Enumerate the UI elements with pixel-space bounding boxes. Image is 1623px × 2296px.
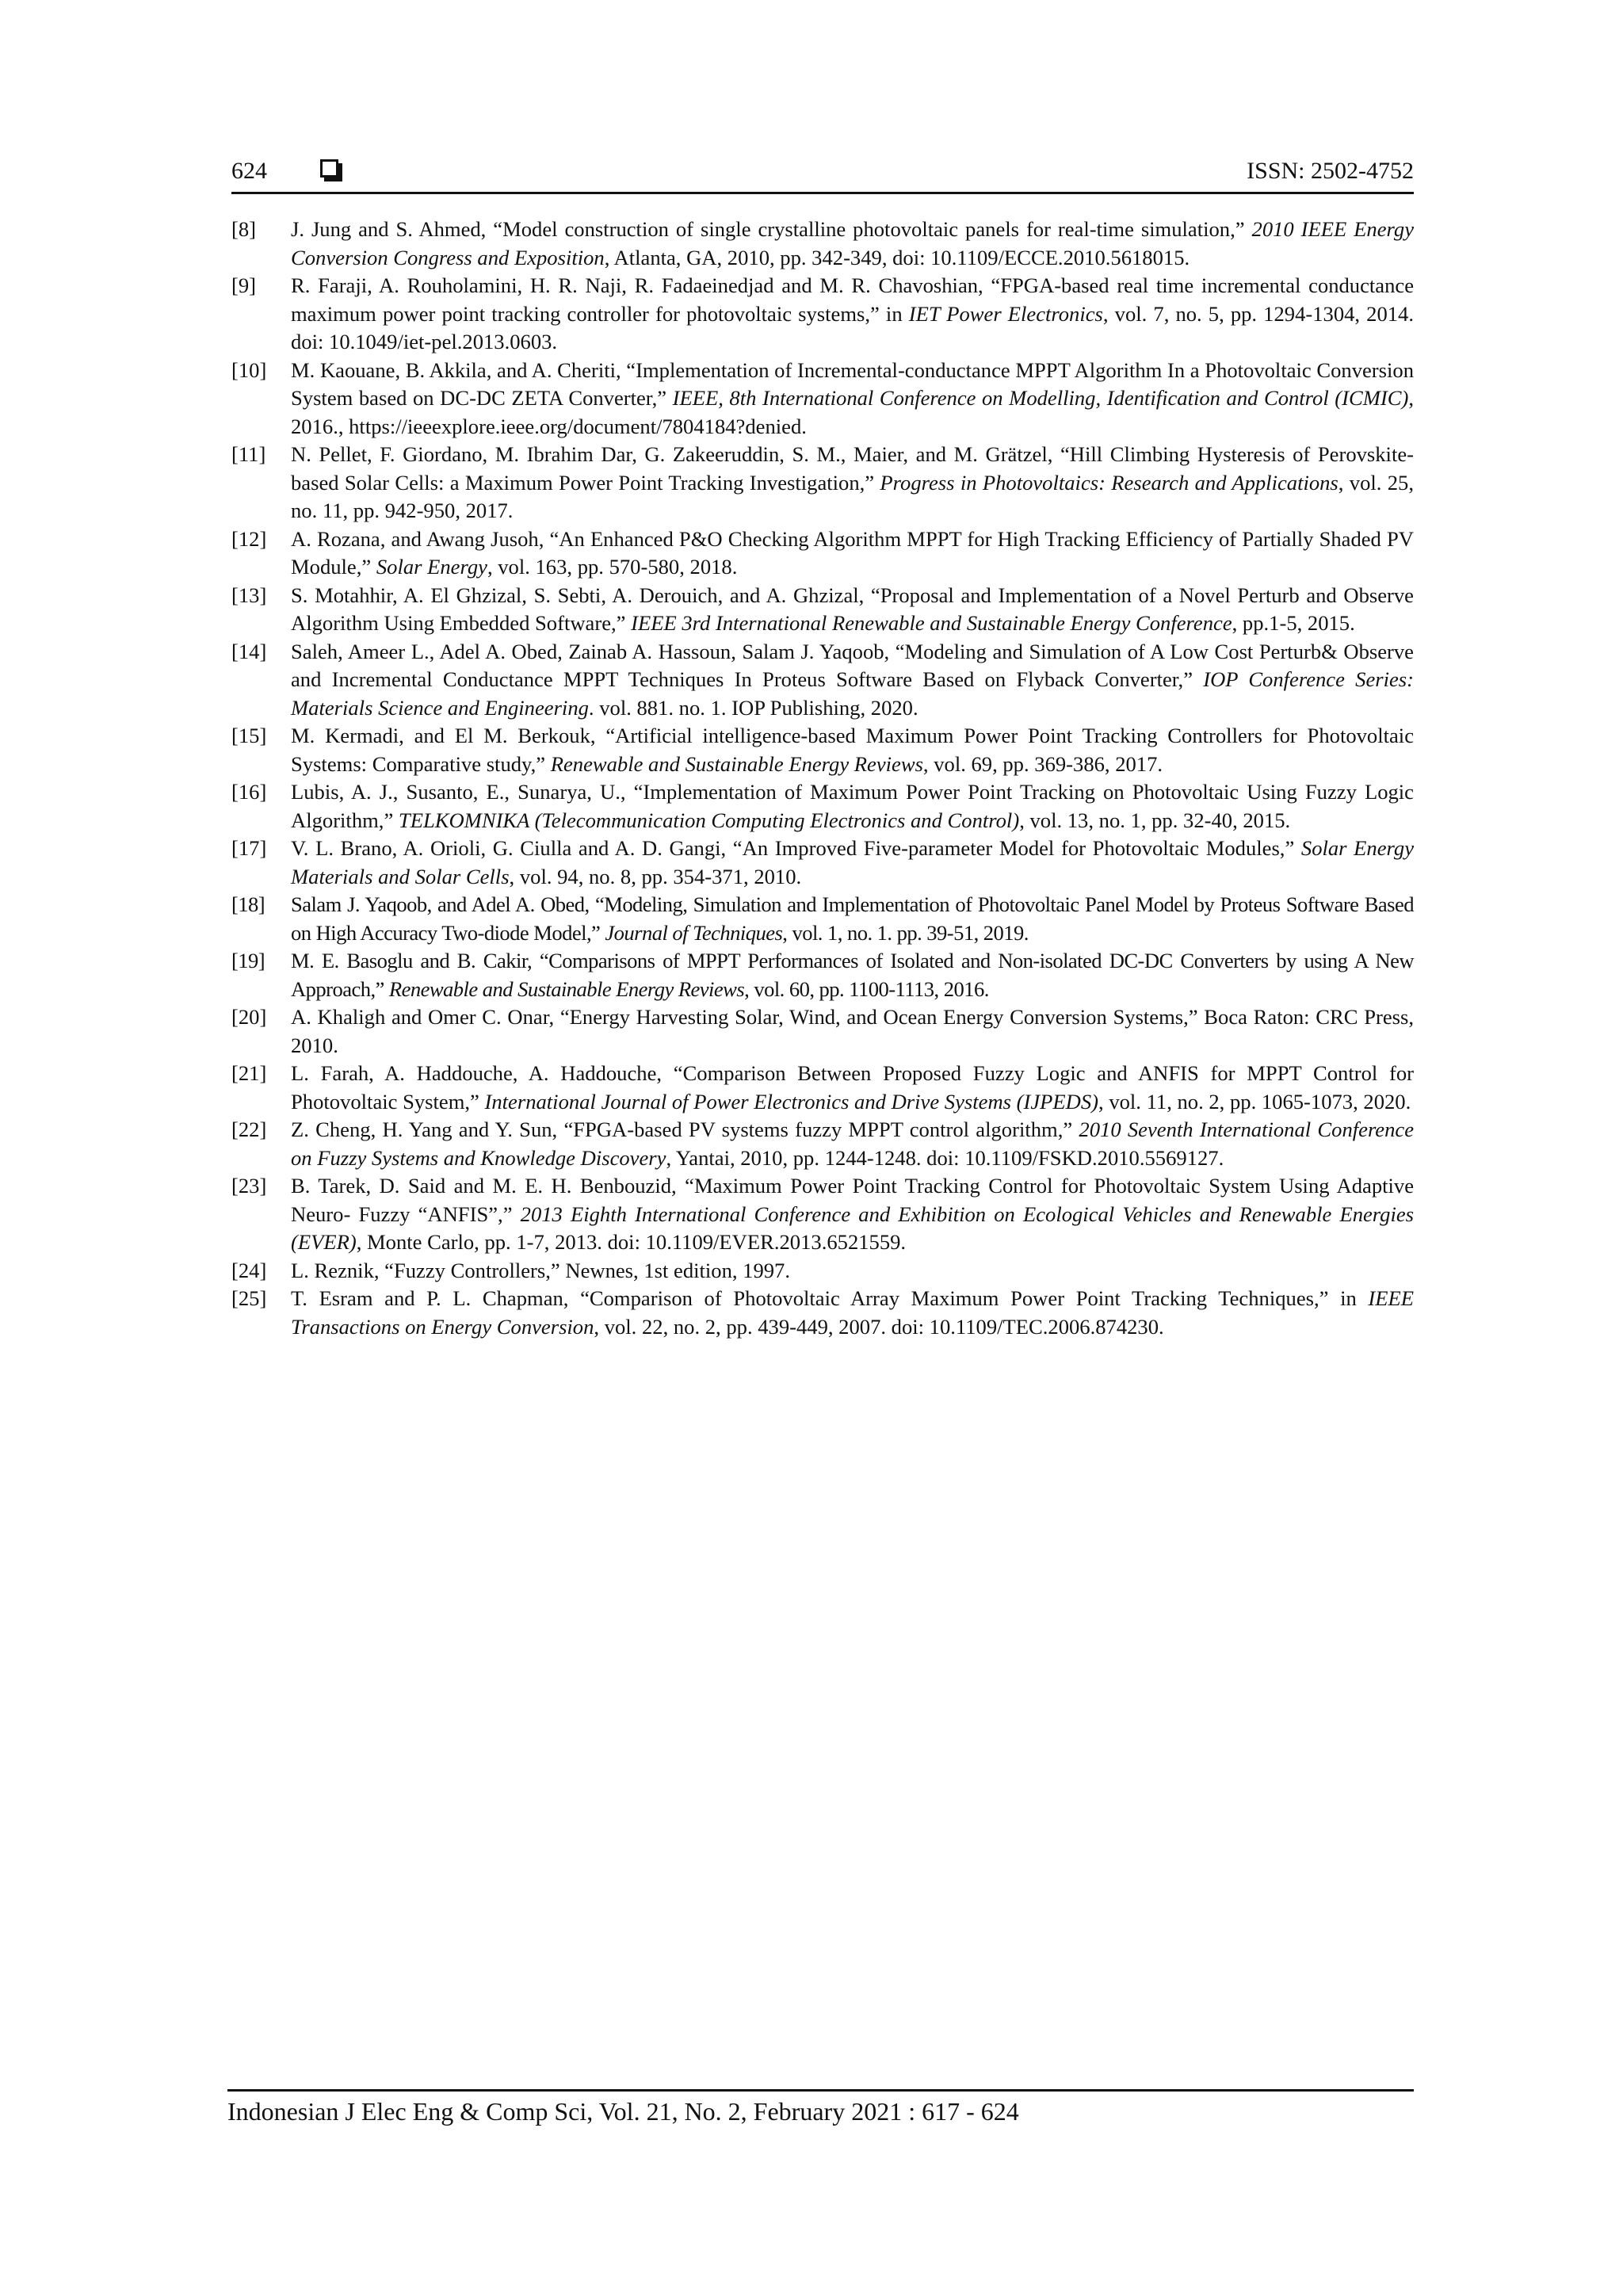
reference-number: [14]	[231, 639, 267, 663]
reference-venue: IEEE 3rd International Renewable and Sustainable Energy Conference	[631, 611, 1232, 635]
reference-details: . vol. 881. no. 1. IOP Publishing, 2020.	[588, 695, 918, 720]
reference-number: [25]	[231, 1286, 267, 1310]
reference-number: [13]	[231, 583, 267, 607]
reference-number: [23]	[231, 1174, 267, 1198]
reference-details: , Yantai, 2010, pp. 1244-1248. doi: 10.1109/FSKD.2010.5569127.	[666, 1145, 1224, 1170]
page-footer	[227, 2089, 1414, 2128]
reference-venue: IEEE, 8th International Conference on Modelling, Identification and Control (ICMIC)	[672, 386, 1409, 410]
reference-text: M. E. Basoglu and B. Cakir, “Comparisons of MPPT Performances of Isolated and Non-isolated DC-DC Converters by using A New Approach,”	[291, 949, 1414, 1001]
reference-venue: Progress in Photovoltaics: Research and Applications	[880, 470, 1338, 495]
reference-item	[231, 638, 1414, 723]
reference-text: L. Reznik, “Fuzzy Controllers,” Newnes, 1st edition, 1997.	[291, 1258, 791, 1282]
reference-details: , Monte Carlo, pp. 1-7, 2013. doi: 10.1109/EVER.2013.6521559.	[356, 1230, 907, 1254]
reference-number: [16]	[231, 780, 267, 804]
page-number: 624	[231, 158, 267, 184]
reference-venue: IOP Conference Series: Materials Science and Engineering	[291, 667, 1414, 720]
reference-text: L. Farah, A. Haddouche, A. Haddouche, “Comparison Between Proposed Fuzzy Logic and ANFIS for MPPT Control for Photovoltaic System,”	[291, 1061, 1414, 1114]
reference-item	[231, 891, 1414, 947]
reference-item	[231, 582, 1414, 638]
reference-number: [15]	[231, 724, 267, 747]
reference-venue: IEEE Transactions on Energy Conversion	[291, 1286, 1414, 1339]
reference-item	[231, 525, 1414, 582]
reference-venue: TELKOMNIKA (Telecommunication Computing Electronics and Control)	[398, 808, 1020, 832]
reference-venue: Renewable and Sustainable Energy Reviews	[550, 751, 923, 776]
reference-number: [18]	[231, 892, 265, 916]
reference-item	[231, 1257, 1414, 1286]
reference-text: S. Motahhir, A. El Ghzizal, S. Sebti, A. Derouich, and A. Ghzizal, “Proposal and Implementation of a Novel Perturb and Observe Algorithm Using Embedded Software,”	[291, 583, 1414, 635]
reference-number: [10]	[231, 357, 267, 382]
reference-item	[231, 1116, 1414, 1172]
reference-item	[231, 1003, 1414, 1060]
reference-number: [20]	[231, 1005, 267, 1029]
reference-number: [24]	[231, 1258, 267, 1282]
reference-details: , vol. 7, no. 5, pp. 1294-1304, 2014. doi: 10.1049/iet-pel.2013.0603.	[291, 301, 1414, 353]
reference-text: V. L. Brano, A. Orioli, G. Ciulla and A. D. Gangi, “An Improved Five-parameter Model for Photovoltaic Modules,”	[291, 836, 1301, 860]
reference-text: A. Rozana, and Awang Jusoh, “An Enhanced P&O Checking Algorithm MPPT for High Tracking Efficiency of Partially Shaded PV Module,”	[291, 526, 1414, 579]
reference-details: , vol. 22, no. 2, pp. 439-449, 2007. doi: 10.1109/TEC.2006.874230.	[594, 1314, 1164, 1339]
reference-item	[231, 835, 1414, 891]
reference-item	[231, 1060, 1414, 1116]
reference-number: [21]	[231, 1061, 267, 1085]
reference-item	[231, 947, 1414, 1003]
reference-text: R. Faraji, A. Rouholamini, H. R. Naji, R. Fadaeinedjad and M. R. Chavoshian, “FPGA-based real time incremental conductance maximum power point tracking controller for photovoltaic systems,” in	[291, 273, 1414, 326]
reference-number: [11]	[231, 442, 266, 466]
reference-details: , vol. 1, no. 1. pp. 39-51, 2019.	[782, 920, 1029, 945]
reference-venue: Journal of Techniques	[605, 920, 783, 945]
reference-text: Salam J. Yaqoob, and Adel A. Obed, “Modeling, Simulation and Implementation of Photovoltaic Panel Model by Proteus Software Based on High Accuracy Two-diode Model,”	[291, 892, 1414, 945]
reference-details: , pp.1-5, 2015.	[1232, 611, 1355, 635]
page-header	[231, 155, 1414, 194]
reference-details: , vol. 13, no. 1, pp. 32-40, 2015.	[1019, 808, 1291, 832]
reference-text: A. Khaligh and Omer C. Onar, “Energy Harvesting Solar, Wind, and Ocean Energy Conversion Systems,” Boca Raton: CRC Press, 2010.	[291, 1005, 1414, 1057]
reference-number: [8]	[231, 217, 257, 241]
reference-venue: IET Power Electronics	[908, 301, 1103, 326]
reference-venue: Solar Energy Materials and Solar Cells	[291, 836, 1414, 888]
reference-details: , vol. 69, pp. 369-386, 2017.	[922, 751, 1163, 776]
reference-venue: 2010 Seventh International Conference on Fuzzy Systems and Knowledge Discovery	[291, 1117, 1415, 1170]
reference-number: [9]	[231, 273, 257, 297]
reference-text: M. Kaouane, B. Akkila, and A. Cheriti, “Implementation of Incremental-conductance MPPT Algorithm In a Photovoltaic Conversion System based on DC-DC ZETA Converter,”	[291, 357, 1414, 410]
reference-details: , vol. 163, pp. 570-580, 2018.	[487, 555, 738, 579]
reference-venue: 2010 IEEE Energy Conversion Congress and Exposition	[291, 217, 1414, 269]
reference-number: [17]	[231, 836, 267, 860]
reference-details: , vol. 11, no. 2, pp. 1065-1073, 2020.	[1098, 1089, 1411, 1114]
reference-item	[231, 216, 1414, 272]
reference-details: , vol. 94, no. 8, pp. 354-371, 2010.	[509, 864, 802, 888]
reference-venue: International Journal of Power Electronics and Drive Systems (IJPEDS)	[484, 1089, 1099, 1114]
reference-details: , vol. 25, no. 11, pp. 942-950, 2017.	[291, 470, 1415, 522]
reference-item	[231, 1172, 1414, 1257]
reference-text: Saleh, Ameer L., Adel A. Obed, Zainab A. Hassoun, Salam J. Yaqoob, “Modeling and Simulation of A Low Cost Perturb& Observe and Incremental Conductance MPPT Techniques In Proteus Software Based on Flyback Converter,”	[291, 639, 1414, 691]
reference-venue: Renewable and Sustainable Energy Reviews	[388, 976, 745, 1001]
reference-details: , 2016., https://ieeexplore.ieee.org/document/7804184?denied.	[291, 386, 1415, 438]
reference-number: [12]	[231, 526, 267, 551]
issn: ISSN: 2502-4752	[1247, 158, 1414, 184]
reference-item	[231, 722, 1414, 778]
journal-citation: Indonesian J Elec Eng & Comp Sci, Vol. 21, No. 2, February 2021 : 617 - 624	[227, 2097, 1019, 2126]
reference-text: Lubis, A. J., Susanto, E., Sunarya, U., “Implementation of Maximum Power Point Tracking on Photovoltaic Using Fuzzy Logic Algorithm,”	[291, 780, 1414, 832]
reference-item	[231, 778, 1414, 835]
reference-number: [19]	[231, 949, 265, 972]
reference-item	[231, 1285, 1414, 1341]
reference-item	[231, 441, 1414, 525]
ballot-box-icon	[320, 159, 338, 178]
reference-number: [22]	[231, 1117, 267, 1141]
reference-text: B. Tarek, D. Said and M. E. H. Benbouzid, “Maximum Power Point Tracking Control for Photovoltaic System Using Adaptive Neuro- Fuzzy “ANFIS”,”	[291, 1174, 1414, 1226]
reference-details: , vol. 60, pp. 1100-1113, 2016.	[744, 976, 989, 1001]
reference-text: M. Kermadi, and El M. Berkouk, “Artificial intelligence-based Maximum Power Point Tracking Controllers for Photovoltaic Systems: Comparative study,”	[291, 724, 1414, 776]
reference-list	[231, 216, 1414, 1341]
reference-venue: 2013 Eighth International Conference and Exhibition on Ecological Vehicles and Renewable Energies (EVER)	[291, 1201, 1414, 1254]
reference-item	[231, 357, 1414, 441]
reference-text: N. Pellet, F. Giordano, M. Ibrahim Dar, G. Zakeeruddin, S. M., Maier, and M. Grätzel, “Hill Climbing Hysteresis of Perovskite-based Solar Cells: a Maximum Power Point Tracking Investigation,”	[291, 442, 1414, 495]
reference-text: T. Esram and P. L. Chapman, “Comparison of Photovoltaic Array Maximum Power Point Tracking Techniques,” in	[291, 1286, 1369, 1310]
reference-text: J. Jung and S. Ahmed, “Model construction of single crystalline photovoltaic panels for real-time simulation,”	[291, 217, 1252, 241]
reference-item	[231, 272, 1414, 357]
reference-text: Z. Cheng, H. Yang and Y. Sun, “FPGA-based PV systems fuzzy MPPT control algorithm,”	[291, 1117, 1079, 1141]
reference-details: , Atlanta, GA, 2010, pp. 342-349, doi: 10.1109/ECCE.2010.5618015.	[604, 245, 1190, 269]
reference-venue: Solar Energy	[376, 555, 487, 579]
